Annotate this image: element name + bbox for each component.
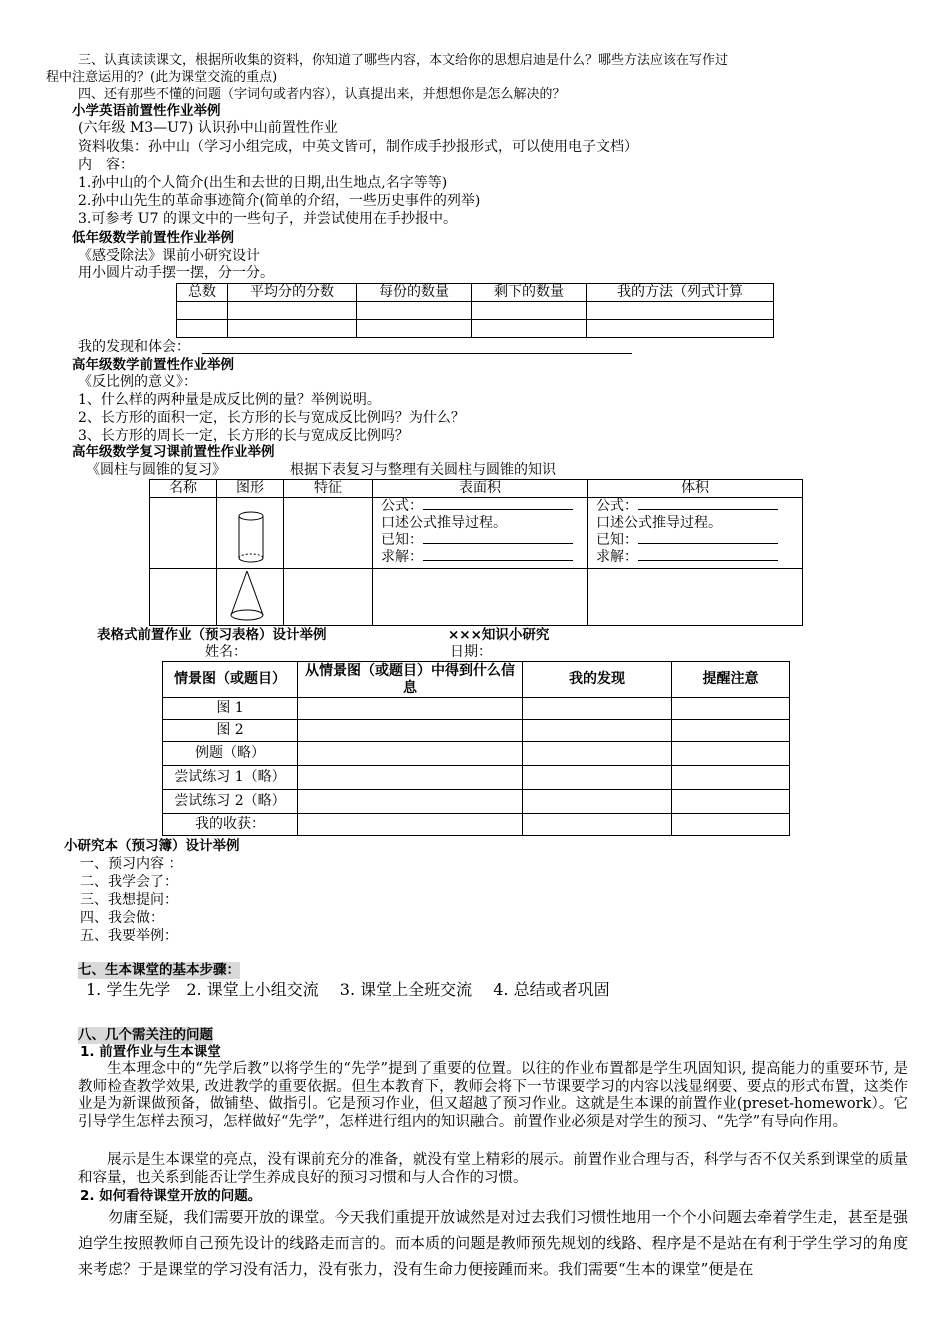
review-heading: 高年级数学复习课前置性作业举例 [72,444,275,460]
blank [638,543,778,544]
solve-label: 求解： [381,549,423,565]
highmath-line-3: 2、长方形的面积一定，长方形的长与宽成反比例吗？为什么？ [78,410,465,426]
issues-paragraph-1: 生本理念中的“先学后教”以将学生的“先学”提到了重要的位置。以往的作业布置都是学生巩固知识, 提高能力的重要环节, 是教师检查教学效果, 改进教学的重要依据。但生本教育下，教师会将下一节课要学习的内容以浅显纲要、要点的形式布置，这类作业是为新课做预备，做铺垫、做指引。它是预习作业，但又超越了预习作业。这就是生本课的前置作业(preset-homework）。它引导学生怎样去预习，怎样做好“先学”，怎样进行组内的知识融合。前置作业必须是对学生的预习、“先学”有导向作用。 [78,1061,908,1130]
review-line-1: 《圆柱与圆锥的复习》 [86,462,226,478]
issues-heading: 八、几个需关注的问题 [78,1027,213,1043]
notebook-heading: 小研究本（预习簿）设计举例 [64,838,240,854]
preview-heading: 表格式前置作业（预习表格）设计举例 [97,627,327,643]
preview-row-label: 尝试练习 1（略） [163,766,298,790]
lowmath-line-2: 用小圆片动手摆一摆，分一分。 [78,265,274,281]
preview-header: 从情景图（或题目）中得到什么信息 [298,662,523,698]
english-line-1: (六年级 M3—U7) 认识孙中山前置性作业 [78,120,338,136]
english-line-5: 2.孙中山先生的革命事迹简介(简单的介绍，一些历史事件的列举) [78,193,481,209]
preview-date: 日期： [450,644,492,660]
preview-title2: ×××知识小研究 [448,627,550,643]
division-header: 每份的数量 [357,284,472,302]
review-line-1b: 根据下表复习与整理有关圆柱与圆锥的知识 [290,462,556,478]
blank [638,509,778,510]
notebook-item: 三、我想提问： [80,892,178,908]
solve-label: 求解： [596,549,638,565]
division-header: 平均分的分数 [228,284,357,302]
preview-row-label: 我的收获： [163,814,298,836]
review-header: 体积 [588,480,803,498]
review-header: 名称 [150,480,217,498]
english-line-2: 资料收集：孙中山（学习小组完成，中英文皆可，制作成手抄报形式，可以使用电子文档） [78,139,638,155]
division-header: 总数 [177,284,228,302]
cone-cell [217,569,284,626]
preview-name: 姓名： [205,644,247,660]
oral-label: 口述公式推导过程。 [596,515,722,531]
notebook-item: 二、我学会了： [80,874,178,890]
review-header: 特征 [284,480,373,498]
highmath-line-4: 3、长方形的周长一定，长方形的长与宽成反比例吗？ [78,428,409,444]
top-line-2: 程中注意运用的？(此为课堂交流的重点) [46,70,278,85]
lowmath-discovery [78,339,190,356]
preview-header: 提醒注意 [672,662,790,698]
blank [423,543,573,544]
preview-table [162,661,790,836]
formula-label: 公式： [596,498,638,514]
formula-label: 公式： [381,498,423,514]
english-line-3: 内 容： [78,157,134,173]
notebook-item: 四、我会做： [80,910,164,926]
lowmath-line-1: 《感受除法》课前小研究设计 [78,248,260,264]
cylinder-volume-cell [588,498,803,569]
top-line-1: 三、认真读读课文，根据所收集的资料，你知道了哪些内容，本文给你的思想启迪是什么？哪些方法应该在写作过 [78,53,729,68]
lowmath-heading: 低年级数学前置性作业举例 [72,230,234,246]
review-header: 图形 [217,480,284,498]
steps-heading: 七、生本课堂的基本步骤： [78,962,240,978]
preview-header: 情景图（或题目） [163,662,298,698]
blank [423,560,573,561]
blank [638,560,778,561]
cylinder-shape [217,498,281,568]
blank [423,509,573,510]
issues-sub2: 2. 如何看待课堂开放的问题。 [80,1188,262,1204]
known-label: 已知： [381,532,423,548]
preview-row-label: 尝试练习 2（略） [163,790,298,814]
notebook-item: 五、我要举例： [80,928,178,944]
preview-row-label: 图 1 [163,698,298,720]
known-label: 已知： [596,532,638,548]
discovery-underline [202,353,632,354]
english-heading: 小学英语前置性作业举例 [72,103,221,119]
division-header: 我的方法（列式计算 [587,284,774,302]
cylinder-cell [217,498,284,569]
cone-shape [217,569,281,625]
top-line-3: 四、还有那些不懂的问题（字词句或者内容），认真提出来，并想想你是怎么解决的？ [78,87,566,102]
issues-sub1: 1. 前置作业与生本课堂 [80,1044,221,1060]
english-line-6: 3.可参考 U7 的课文中的一些句子，并尝试使用在手抄报中。 [78,211,457,227]
preview-header: 我的发现 [523,662,672,698]
highmath-line-2: 1、什么样的两种量是成反比例的量？举例说明。 [78,392,381,408]
division-header: 剩下的数量 [472,284,587,302]
discovery-label: 我的发现和体会： [78,339,190,355]
preview-row-label: 图 2 [163,720,298,742]
cylinder-area-cell [373,498,588,569]
cylinder-cone-table [149,479,803,626]
english-line-4: 1.孙中山的个人简介(出生和去世的日期,出生地点,名字等等) [78,175,448,191]
review-header: 表面积 [373,480,588,498]
highmath-heading: 高年级数学前置性作业举例 [72,357,234,373]
highmath-line-1: 《反比例的意义》： [78,374,197,390]
notebook-item: 一、预习内容 ： [80,856,183,872]
issues-paragraph-3: 勿庸至疑，我们需要开放的课堂。今天我们重提开放诚然是对过去我们习惯性地用一个个小问题去牵着学生走，甚至是强迫学生按照教师自己预先设计的线路走而言的。而本质的问题是教师预先规划的线路、程序是不是站在有利于学生学习的角度来考虑？于是课堂的学习没有活力，没有张力，没有生命力便接踵而来。我们需要“生本的课堂”便是在 [78,1208,908,1278]
oral-label: 口述公式推导过程。 [381,515,507,531]
steps-line: 1. 学生先学 2. 课堂上小组交流 3. 课堂上全班交流 4. 总结或者巩固 [86,980,610,999]
issues-paragraph-2: 展示是生本课堂的亮点，没有课前充分的准备，就没有堂上精彩的展示。前置作业合理与否，科学与否不仅关系到课堂的质量和容量，也关系到能否让学生养成良好的预习习惯和与人合作的习惯。 [78,1152,908,1186]
division-table [176,283,774,338]
preview-row-label: 例题（略） [163,742,298,766]
